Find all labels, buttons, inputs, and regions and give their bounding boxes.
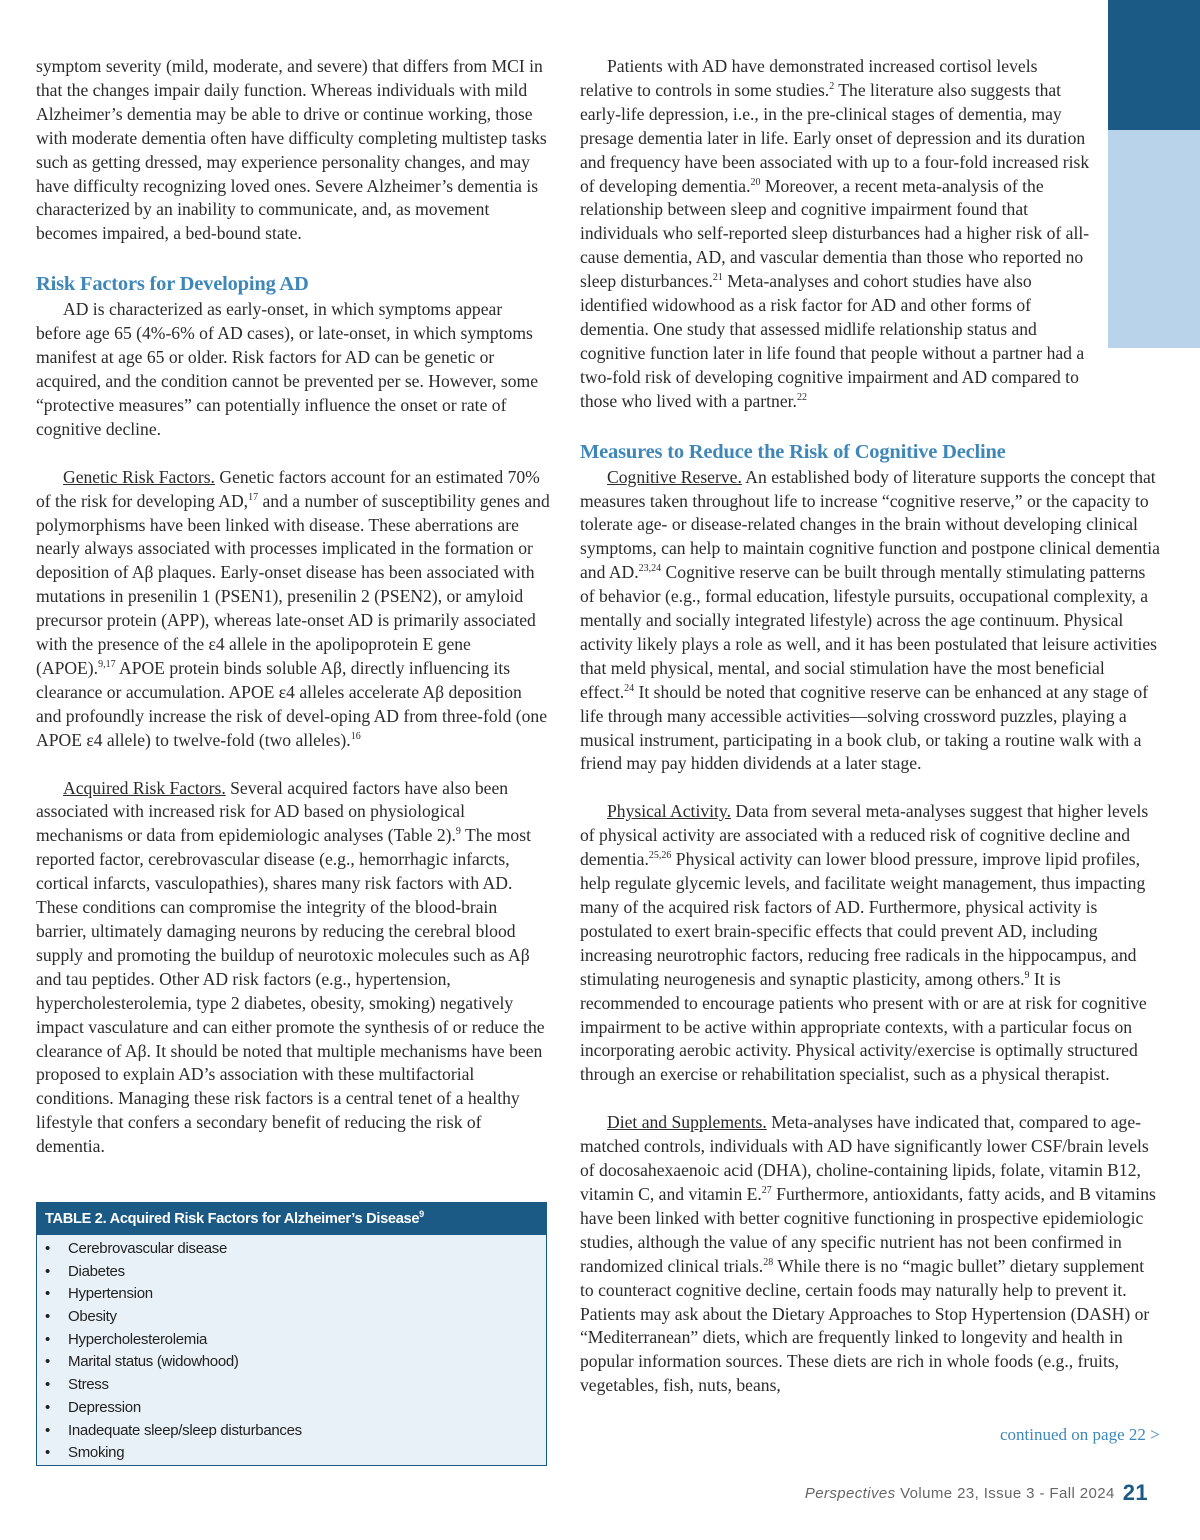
issue-info: Volume 23, Issue 3 - Fall 2024 — [895, 1485, 1115, 1502]
bullet-icon: • — [45, 1376, 50, 1394]
table-2-box — [36, 1202, 547, 1466]
acquired-risk-paragraph: Acquired Risk Factors. Several acquired factors have also been associated with increased risk for AD based on physiological mechanisms or data from epidemiologic analyses (Table 2).$^9$ The most reported factor, cerebrovascular disease (e.g., hemorrhagic infarcts, cortical infarcts, vasculopathies), shares many risk factors with AD. These conditions can compromise the integrity of the blood-brain barrier, ultimately damaging neurons by reducing the cerebral blood supply and promoting the buildup of neurotoxic molecules such as Aβ and tau peptides. Other AD risk factors (e.g., hypertension, hypercholesterolemia, type 2 diabetes, obesity, smoking) negatively impact vasculature and can either promote the synthesis of or reduce the clearance of Aβ. It should be noted that multiple mechanisms have been proposed to explain AD’s association with these multifactorial conditions. Managing these risk factors is a central tenet of a healthy lifestyle that confers a secondary benefit of reducing the risk of dementia. — [36, 777, 545, 1157]
citation: 22 — [796, 391, 807, 403]
risk-factors-paragraph: AD is characterized as early-onset, in which symptoms appear before age 65 (4%-6% of AD cases), or late-onset, in which symptoms manifest at age 65 or older. Risk factors for AD can be genetic or acquired, and the condition cannot be prevented per se. However, some “protective measures” can potentially influence the onset or rate of cognitive decline. — [36, 299, 538, 439]
citation: 23,24 — [638, 563, 662, 575]
intro-paragraph: symptom severity (mild, moderate, and severe) that differs from MCI in that the changes impair daily function. Whereas individuals with mild Alzheimer’s dementia may be able to drive or continue working, those with moderate dementia often have difficulty completing multistep tasks such as getting dressed, may experience personality changes, and may have difficulty recognizing loved ones. Severe Alzheimer’s dementia is characterized by an inability to communicate, and, as movement becomes impaired, a bed-bound state. — [36, 56, 547, 244]
citation: 24 — [624, 682, 635, 694]
bullet-icon: • — [45, 1308, 50, 1326]
risk-factors-heading: Risk Factors for Developing AD — [36, 273, 309, 296]
genetic-risk-label: Genetic Risk Factors. — [63, 466, 215, 487]
measures-heading: Measures to Reduce the Risk of Cognitive Decline — [580, 440, 1006, 463]
bullet-icon: • — [45, 1353, 50, 1371]
genetic-risk-paragraph: Genetic Risk Factors. Genetic factors account for an estimated 70% of the risk for developing AD,$^{17}$ and a number of susceptibility genes and polymorphisms have been linked with disease. These aberrations are nearly always associated with processes implicated in the formation or deposition of Aβ plaques. Early-onset disease has been associated with mutations in presenilin 1 (PSEN1), presenilin 2 (PSEN2), or amyloid precursor protein (APP), whereas late-onset AD is primarily associated with the presence of the ε4 allele in the apolipoprotein E gene (APOE).$^{9,17}$ APOE protein binds soluble Aβ, directly influencing its clearance or accumulation. APOE ε4 alleles accelerate Aβ deposition and profoundly increase the risk of devel-oping AD from three-fold (one APOE ε4 allele) to twelve-fold (two alleles).$^{16}$ — [36, 466, 550, 750]
bullet-icon: • — [45, 1240, 50, 1257]
bullet-icon: • — [45, 1285, 50, 1303]
acquired-risk-label: Acquired Risk Factors. — [63, 777, 226, 798]
cortisol-paragraph: Patients with AD have demonstrated increased cortisol levels relative to controls in some studies.$^2$ The literature also suggests that early-life depression, i.e., in the pre-clinical stages of dementia, may presage dementia later in life. Early onset of depression and its duration and frequency have been associated with up to a four-fold increased risk of developing dementia.$^{20}$ Moreover, a recent meta-analysis of the relationship between sleep and cognitive impairment found that individuals who self-reported sleep disturbances had a higher risk of all-cause dementia, AD, and vascular dementia than those who reported no sleep disturbances.$^{21}$ Meta-analyses and cohort studies have also identified widowhood as a risk factor for AD and other forms of dementia. One study that assessed midlife relationship status and cognitive function later in life found that people without a partner had a two-fold risk of developing cognitive impairment and AD compared to those who lived with a partner.$^{22}$ — [580, 56, 1090, 411]
diet-label: Diet and Supplements. — [607, 1112, 767, 1133]
bullet-icon: • — [45, 1421, 50, 1439]
diet-paragraph: Diet and Supplements. Meta-analyses have indicated that, compared to age-matched controls, individuals with AD have significantly lower CSF/brain levels of docosahexaenoic acid (DHA), choline-containing lipids, folate, vitamin B12, vitamin C, and vitamin E.$^{27}$ Furthermore, antioxidants, fatty acids, and B vitamins have been linked with better cognitive functioning in prospective epidemiologic studies, although the value of any specific nutrient has not been confirmed in randomized clinical trials.$^{28}$ While there is no “magic bullet” dietary supplement to counteract cognitive decline, certain foods may naturally help to prevent it. Patients may ask about the Dietary Approaches to Stop Hypertension (DASH) or “Mediterranean” diets, which are frequently linked to longevity and health in popular information sources. These diets are rich in whole foods (e.g., fruits, vegetables, fish, nuts, beans, — [580, 1112, 1156, 1396]
list-item: • Depression — [37, 1397, 546, 1420]
table-2-title: TABLE 2. Acquired Risk Factors for Alzheimer’s Disease$^9$ — [37, 1203, 546, 1235]
citation: 20 — [750, 176, 761, 188]
left-column — [36, 55, 551, 1159]
list-item: • Smoking — [37, 1442, 546, 1465]
physical-activity-paragraph: Physical Activity. Data from several meta-analyses suggest that higher levels of physical activity are associated with a reduced risk of cognitive decline and dementia.$^{25,26}$ Physical activity can lower blood pressure, improve lipid profiles, help regulate glycemic levels, and facilitate weight management, thus impacting many of the acquired risk factors of AD. Furthermore, physical activity is postulated to exert brain-specific effects that could prevent AD, including increasing neurotrophic factors, reducing free radicals in the hippocampus, and stimulating neurogenesis and synaptic plasticity, among others.$^9$ It is recommended to encourage patients who present with or are at risk for cognitive impairment to be active within appropriate contexts, with a particular focus on incorporating aerobic activity. Physical activity/exercise is optimally structured through an exercise or rehabilitation specialist, such as a physical therapist. — [580, 801, 1149, 1085]
page-number: 21 — [1122, 1480, 1148, 1505]
list-item: • Obesity — [37, 1306, 546, 1329]
list-item: • Cerebrovascular disease — [37, 1238, 546, 1261]
bullet-icon: • — [45, 1262, 50, 1280]
citation: 25,26 — [648, 850, 672, 862]
citation: 9 — [1024, 969, 1030, 981]
continued-link[interactable]: continued on page 22 > — [1000, 1425, 1160, 1444]
list-item: • Hypercholesterolemia — [37, 1329, 546, 1352]
bullet-icon: • — [45, 1444, 50, 1462]
citation: 17 — [248, 491, 259, 503]
cognitive-reserve-paragraph: Cognitive Reserve. An established body of literature supports the concept that measures taken throughout life to increase “cognitive reserve,” or the capacity to tolerate age- or disease-related changes in the brain without developing clinical symptoms, can help to maintain cognitive function and postpone clinical dementia and AD.$^{23,24}$ Cognitive reserve can be built through mentally stimulating patterns of behavior (e.g., formal education, lifestyle pursuits, occupational complexity, a mentally and socially integrated lifestyle) across the age continuum. Physical activity likely plays a role as well, and it has been postulated that leisure activities that meld physical, mental, and social stimulation have the most beneficial effect.$^{24}$ It should be noted that cognitive reserve can be enhanced at any stage of life through many accessible activities—solving crossword puzzles, playing a musical instrument, participating in a book club, or taking a routine walk with a friend may pay hidden dividends at a later stage. — [580, 466, 1160, 774]
citation: 27 — [761, 1184, 772, 1196]
citation: 16 — [350, 730, 361, 742]
list-item: • Diabetes — [37, 1261, 546, 1284]
list-item: • Inadequate sleep/sleep disturbances — [37, 1420, 546, 1443]
list-item: • Stress — [37, 1374, 546, 1397]
citation: 28 — [763, 1256, 774, 1268]
list-item: • Hypertension — [37, 1283, 546, 1306]
bullet-icon: • — [45, 1330, 50, 1348]
cognitive-reserve-label: Cognitive Reserve. — [607, 466, 742, 487]
right-column — [580, 55, 1162, 1398]
bullet-icon: • — [45, 1398, 50, 1416]
physical-activity-label: Physical Activity. — [607, 801, 731, 822]
citation: 2 — [829, 80, 835, 92]
publication-name: Perspectives — [804, 1485, 896, 1502]
risk-factor-list — [37, 1235, 546, 1465]
citation: 9,17 — [98, 658, 116, 670]
page-footer — [805, 1478, 1148, 1508]
citation: 21 — [712, 272, 723, 284]
list-item: • Marital status (widowhood) — [37, 1351, 546, 1374]
citation: 9 — [455, 826, 461, 838]
